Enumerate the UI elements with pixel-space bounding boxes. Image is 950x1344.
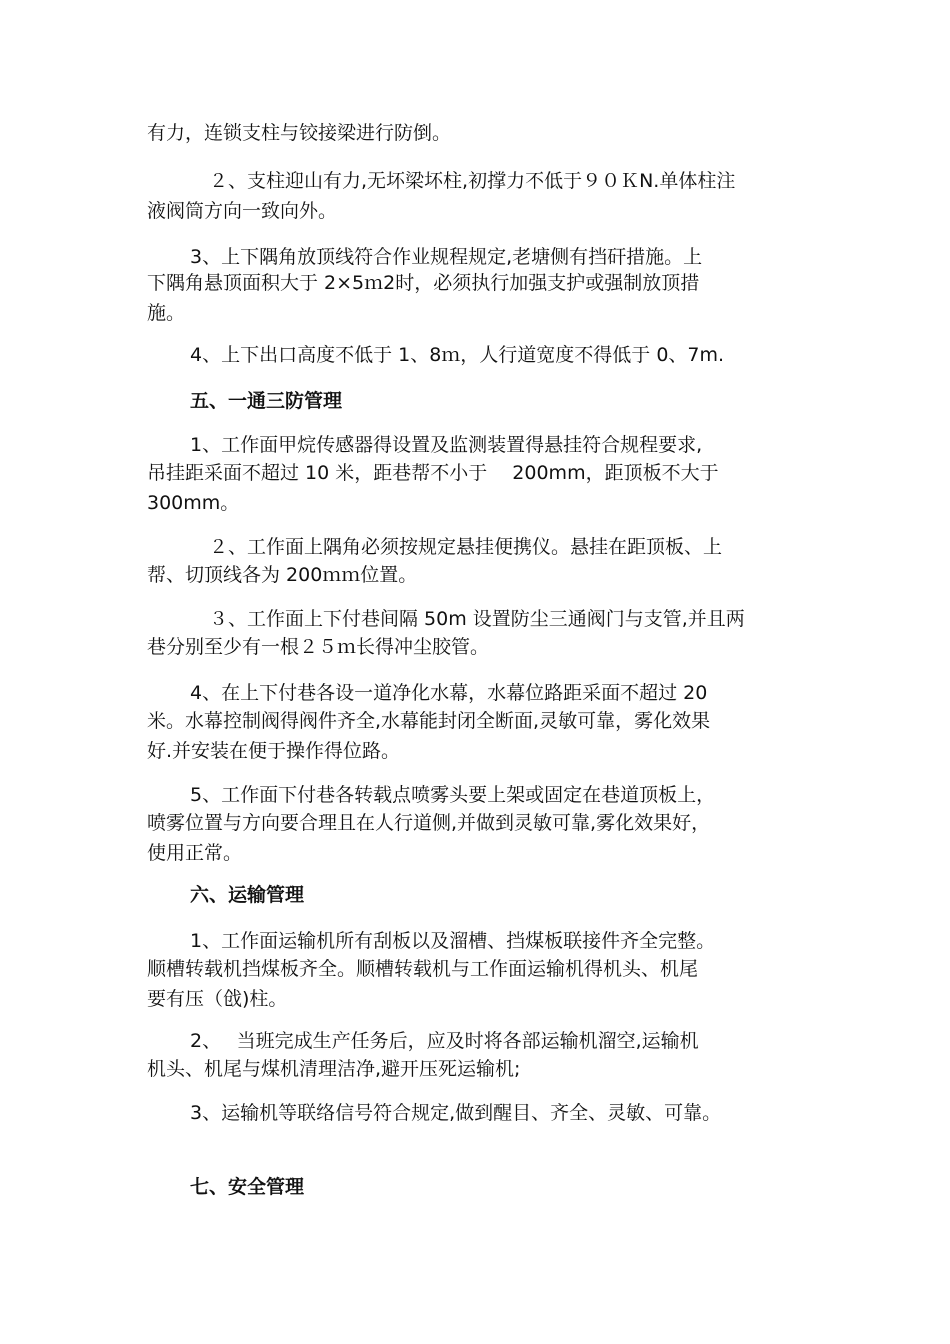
text-line: 要有压（戗)柱。 [147, 988, 288, 1010]
paragraph-portable-detector [190, 532, 880, 562]
text-line: 1、工作面运输机所有刮板以及溜槽、挡煤板联接件齐全完整。 [190, 930, 716, 952]
paragraph-prop-support-cont [147, 196, 837, 226]
text-line: 4、上下出口高度不低于 1、8ｍ，人行道宽度不得低于 0、7m. [190, 344, 725, 366]
text-line: 使用正常。 [147, 842, 243, 864]
paragraph-dust-valves [190, 604, 880, 634]
paragraph-dust-valves-cont [147, 632, 837, 662]
text-line: 3、运输机等联络信号符合规定,做到醒目、齐全、灵敏、可靠。 [190, 1102, 722, 1124]
paragraph-spray-heads-cont [147, 808, 837, 868]
paragraph-methane-sensor-cont [147, 458, 837, 518]
text-line: 顺槽转载机挡煤板齐全。顺槽转载机与工作面运输机得机头、机尾 [147, 958, 699, 980]
paragraph-water-curtain-cont [147, 706, 837, 766]
text-line: 3、上下隅角放顶线符合作业规程规定,老塘侧有挡矸措施。上 [190, 246, 703, 268]
text-line: 有力，连锁支柱与铰接梁进行防倒。 [147, 122, 452, 144]
paragraph-column-supports [147, 118, 837, 148]
text-line: ２、支柱迎山有力,无坏梁坏柱,初撑力不低于９０ＫN.单体柱注 [190, 170, 736, 192]
paragraph-signals [190, 1098, 880, 1128]
section-heading-safety: 七、安全管理 [190, 1176, 305, 1198]
text-line: 4、在上下付巷各设一道净化水幕，水幕位路距采面不超过 20 [190, 682, 708, 704]
text-line: 巷分别至少有一根２５ｍ长得冲尘胶管。 [147, 636, 490, 658]
text-line: 下隅角悬顶面积大于 2×5ｍ2时，必须执行加强支护或强制放顶措 [147, 272, 700, 294]
paragraph-spray-heads [190, 780, 880, 810]
paragraph-shift-cleanup [190, 1026, 880, 1056]
text-line: 好.并安装在便于操作得位路。 [147, 740, 401, 762]
paragraph-exit-height [190, 340, 880, 370]
text-line: 施。 [147, 302, 186, 324]
paragraph-portable-detector-cont [147, 560, 837, 590]
paragraph-conveyor-scrapers [190, 926, 880, 956]
paragraph-water-curtain [190, 678, 880, 708]
section-heading-transport: 六、运输管理 [190, 884, 305, 906]
text-line: 喷雾位置与方向要合理且在人行道侧,并做到灵敏可靠,雾化效果好， [147, 812, 711, 834]
paragraph-methane-sensor [190, 430, 880, 460]
text-line: 吊挂距采面不超过 10 米，距巷帮不小于 200mm，距顶板不大于 [147, 462, 719, 484]
text-line: 2、 当班完成生产任务后，应及时将各部运输机溜空,运输机 [190, 1030, 699, 1052]
paragraph-prop-support [190, 166, 880, 196]
text-line: 液阀筒方向一致向外。 [147, 200, 338, 222]
paragraph-conveyor-scrapers-cont [147, 954, 837, 1014]
text-line: 1、工作面甲烷传感器得设置及监测装置得悬挂符合规程要求, [190, 434, 703, 456]
text-line: 5、工作面下付巷各转载点喷雾头要上架或固定在巷道顶板上， [190, 784, 716, 806]
text-line: 米。水幕控制阀得阀件齐全,水幕能封闭全断面,灵敏可靠，雾化效果 [147, 710, 711, 732]
paragraph-shift-cleanup-cont [147, 1054, 837, 1084]
paragraph-corner-caving-cont [147, 268, 837, 328]
text-line: 机头、机尾与煤机清理洁净,避开压死运输机; [147, 1058, 521, 1080]
text-line: ２、工作面上隅角必须按规定悬挂便携仪。悬挂在距顶板、上 [190, 536, 723, 558]
text-line: 帮、切顶线各为 200ｍｍ位置。 [147, 564, 418, 586]
text-line: 300mm。 [147, 492, 240, 514]
section-heading-ventilation: 五、一通三防管理 [190, 390, 343, 412]
text-line: ３、工作面上下付巷间隔 50m 设置防尘三通阀门与支管,并且两 [190, 608, 745, 630]
